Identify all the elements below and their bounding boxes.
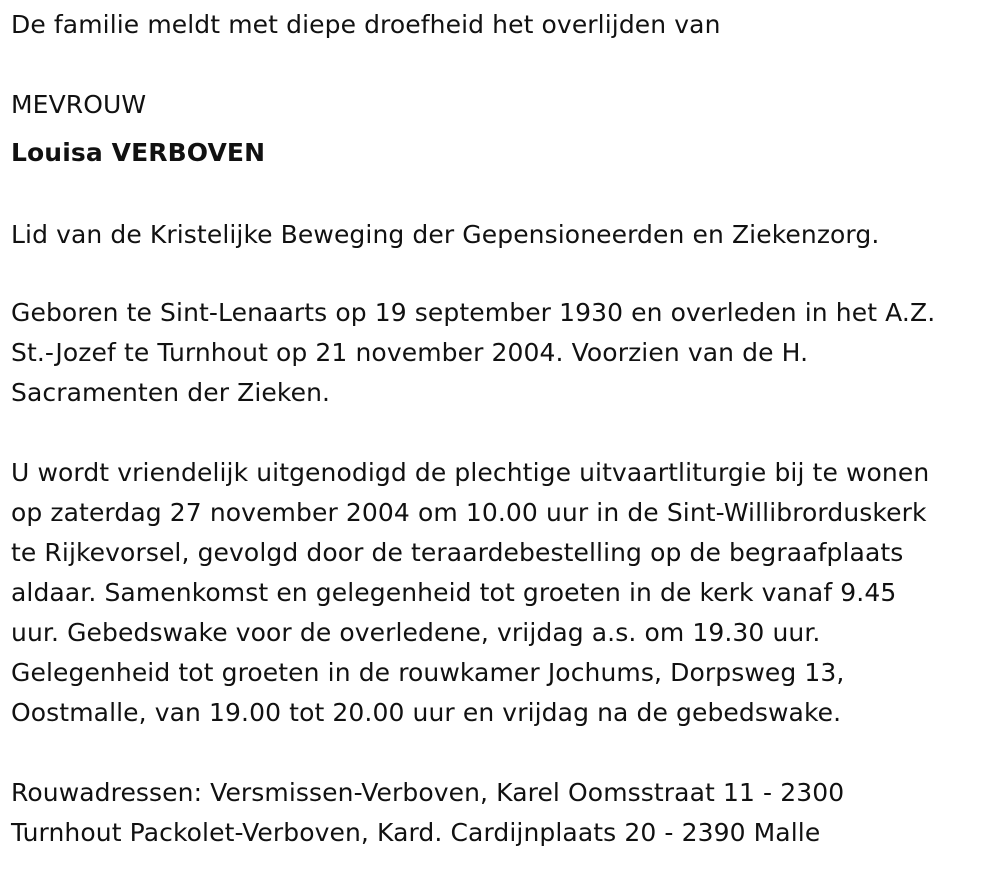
funeral-line: Gelegenheid tot groeten in de rouwkamer Jochums, Dorpsweg 13, (11, 658, 845, 687)
funeral-line: uur. Gebedswake voor de overledene, vrijdag a.s. om 19.30 uur. (11, 618, 821, 647)
birth-line: Sacramenten der Zieken. (11, 378, 331, 407)
funeral-line: U wordt vriendelijk uitgenodigd de plechtige uitvaartliturgie bij te wonen (11, 458, 930, 487)
deceased-name: Louisa VERBOVEN (11, 138, 266, 167)
birth-line: St.-Jozef te Turnhout op 21 november 2004. Voorzien van de H. (11, 338, 809, 367)
funeral-line: aldaar. Samenkomst en gelegenheid tot groeten in de kerk vanaf 9.45 (11, 578, 897, 607)
honorific-title: MEVROUW (11, 90, 147, 119)
funeral-line: op zaterdag 27 november 2004 om 10.00 uur in de Sint-Willibrorduskerk (11, 498, 927, 527)
address-line: Turnhout Packolet-Verboven, Kard. Cardijnplaats 20 - 2390 Malle (11, 818, 821, 847)
intro-text: De familie meldt met diepe droefheid het overlijden van (11, 10, 721, 39)
birth-line: Geboren te Sint-Lenaarts op 19 september 1930 en overleden in het A.Z. (11, 298, 936, 327)
address-line: Rouwadressen: Versmissen-Verboven, Karel Oomsstraat 11 - 2300 (11, 778, 845, 807)
funeral-line: Oostmalle, van 19.00 tot 20.00 uur en vrijdag na de gebedswake. (11, 698, 842, 727)
funeral-line: te Rijkevorsel, gevolgd door de teraardebestelling op de begraafplaats (11, 538, 904, 567)
membership-text: Lid van de Kristelijke Beweging der Gepensioneerden en Ziekenzorg. (11, 220, 880, 249)
